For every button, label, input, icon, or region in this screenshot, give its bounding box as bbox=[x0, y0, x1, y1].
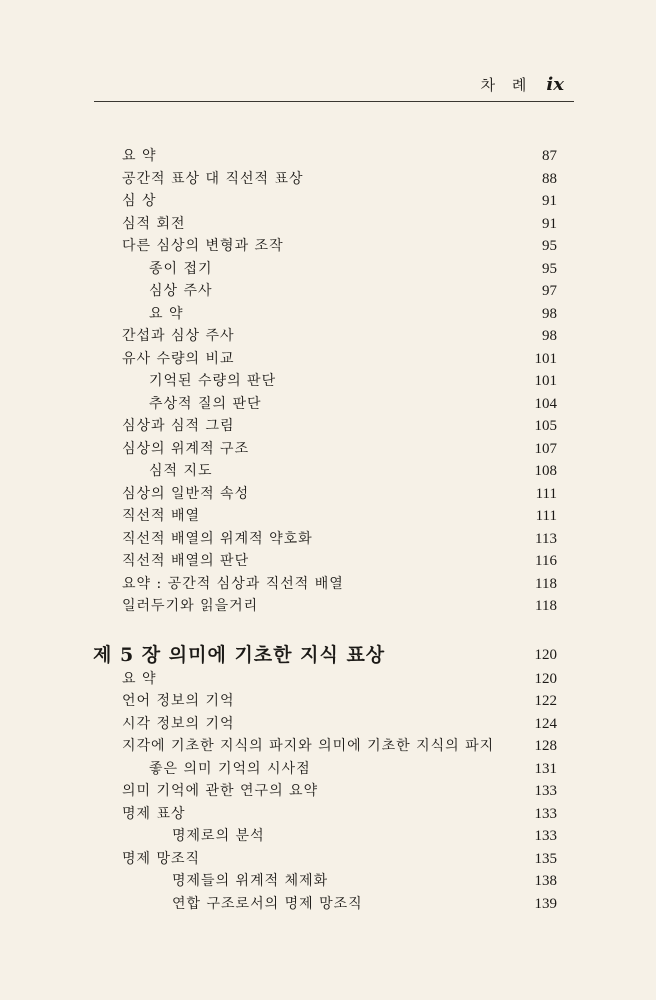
section-gap bbox=[0, 618, 656, 642]
toc-entry bbox=[0, 280, 656, 303]
toc-entry-page: 104 bbox=[534, 395, 557, 412]
toc-entry bbox=[0, 690, 656, 713]
toc-entry bbox=[0, 145, 656, 168]
toc-entry bbox=[0, 460, 656, 483]
toc-entry-label: 명제 망조직 bbox=[122, 850, 201, 867]
chapter-page: 120 bbox=[534, 646, 557, 663]
toc-entry-label: 직선적 배열의 위계적 약호화 bbox=[122, 530, 313, 547]
toc-entry-page: 91 bbox=[542, 193, 557, 209]
toc-entry bbox=[0, 870, 656, 893]
toc-entry-label: 직선적 배열 bbox=[122, 508, 201, 524]
toc-entry bbox=[0, 393, 656, 416]
toc-entry-label: 유사 수량의 비교 bbox=[122, 350, 235, 367]
toc-entry-page: 124 bbox=[534, 715, 557, 732]
toc-entry-page: 139 bbox=[534, 895, 557, 912]
toc-entry bbox=[0, 348, 656, 371]
running-header bbox=[481, 74, 564, 95]
header-page-number: ix bbox=[546, 74, 564, 95]
toc-entry bbox=[0, 415, 656, 438]
header-title: 차 례 bbox=[480, 76, 533, 94]
toc-entry-page: 95 bbox=[542, 238, 557, 254]
toc-entry-label: 시각 정보의 기억 bbox=[122, 715, 235, 732]
toc-entry-label: 요 약 bbox=[122, 670, 157, 687]
toc-entry-page: 116 bbox=[535, 553, 557, 569]
toc-entry-page: 101 bbox=[534, 373, 557, 389]
toc-entry-label: 심적 지도 bbox=[149, 463, 213, 479]
toc-entry-page: 118 bbox=[535, 575, 557, 592]
toc-entry bbox=[0, 758, 656, 781]
toc-entry bbox=[0, 190, 656, 213]
toc-entry-page: 101 bbox=[534, 350, 557, 367]
toc-entry-page: 118 bbox=[535, 598, 557, 614]
toc-entry-page: 88 bbox=[542, 170, 557, 187]
toc-entry bbox=[0, 780, 656, 803]
toc-entry bbox=[0, 325, 656, 348]
toc-entry bbox=[0, 803, 656, 826]
toc-entry bbox=[0, 893, 656, 916]
toc-entry-page: 111 bbox=[535, 508, 557, 524]
toc-entry bbox=[0, 573, 656, 596]
toc-entry bbox=[0, 668, 656, 691]
toc-entry-page: 128 bbox=[534, 738, 557, 754]
toc-entry-label: 간섭과 심상 주사 bbox=[122, 328, 235, 344]
toc-entry-label: 기억된 수량의 판단 bbox=[149, 373, 277, 389]
toc-entry-label: 명제로의 분석 bbox=[172, 828, 265, 844]
toc-entry-page: 131 bbox=[534, 760, 557, 777]
toc-entry-label: 명제 표상 bbox=[122, 805, 186, 822]
toc-entry-label: 직선적 배열의 판단 bbox=[122, 553, 250, 569]
toc-entry-page: 111 bbox=[535, 485, 557, 502]
toc-entry bbox=[0, 528, 656, 551]
toc-entry-label: 공간적 표상 대 직선적 표상 bbox=[122, 170, 304, 187]
toc-entry bbox=[0, 235, 656, 258]
toc-entry-label: 연합 구조로서의 명제 망조직 bbox=[172, 895, 363, 912]
toc-entry-page: 87 bbox=[542, 148, 557, 164]
toc-entry-page: 122 bbox=[534, 693, 557, 709]
toc-entry-page: 105 bbox=[534, 418, 557, 434]
toc-entry-page: 98 bbox=[542, 305, 557, 322]
toc-section-after bbox=[0, 668, 656, 916]
toc-entry-page: 107 bbox=[534, 440, 557, 457]
toc-entry bbox=[0, 595, 656, 618]
toc-entry-label: 지각에 기초한 지식의 파지와 의미에 기초한 지식의 파지 bbox=[122, 738, 495, 754]
chapter-title: 제 5 장 의미에 기초한 지식 표상 bbox=[93, 643, 386, 666]
toc-entry-label: 요 약 bbox=[122, 148, 157, 164]
toc-entry-label: 요약 : 공간적 심상과 직선적 배열 bbox=[122, 575, 344, 592]
toc-entry-page: 98 bbox=[542, 328, 557, 344]
toc-entry-label: 종이 접기 bbox=[149, 260, 213, 277]
toc-entry bbox=[0, 258, 656, 281]
toc-entry-label: 추상적 질의 판단 bbox=[149, 395, 262, 412]
header-rule bbox=[94, 101, 574, 102]
toc-entry bbox=[0, 483, 656, 506]
toc-entry bbox=[0, 370, 656, 393]
toc-entry-label: 심상의 위계적 구조 bbox=[122, 440, 250, 457]
toc-entry bbox=[0, 713, 656, 736]
toc-entry bbox=[0, 168, 656, 191]
toc-entry-label: 의미 기억에 관한 연구의 요약 bbox=[122, 783, 319, 799]
toc-entry-page: 113 bbox=[535, 530, 557, 547]
toc-entry-page: 135 bbox=[534, 850, 557, 867]
toc-entry-label: 언어 정보의 기억 bbox=[122, 693, 235, 709]
toc-entry-page: 95 bbox=[542, 260, 557, 277]
toc-entry bbox=[0, 825, 656, 848]
toc-entry-page: 97 bbox=[542, 283, 557, 299]
toc-entry bbox=[0, 848, 656, 871]
toc-entry-page: 120 bbox=[534, 670, 557, 687]
toc-entry bbox=[0, 213, 656, 236]
toc-section-before bbox=[0, 145, 656, 618]
chapter-heading bbox=[0, 642, 656, 668]
toc-entry-page: 138 bbox=[534, 873, 557, 889]
toc-entry-label: 심상 주사 bbox=[149, 283, 213, 299]
toc-entry-label: 심상과 심적 그림 bbox=[122, 418, 235, 434]
toc-entry-page: 133 bbox=[534, 783, 557, 799]
toc-entry-label: 좋은 의미 기억의 시사점 bbox=[149, 760, 311, 777]
toc-entry-label: 심 상 bbox=[122, 193, 157, 209]
toc-entry-label: 요 약 bbox=[149, 305, 184, 322]
toc-entry-page: 133 bbox=[534, 828, 557, 844]
toc-entry-label: 일러두기와 읽을거리 bbox=[122, 598, 259, 614]
toc-entry bbox=[0, 303, 656, 326]
toc-entry-page: 133 bbox=[534, 805, 557, 822]
toc-entry-label: 심적 회전 bbox=[122, 215, 186, 232]
toc-entry bbox=[0, 550, 656, 573]
toc-entry-label: 다른 심상의 변형과 조작 bbox=[122, 238, 284, 254]
toc-entry bbox=[0, 438, 656, 461]
toc-entry-page: 91 bbox=[542, 215, 557, 232]
toc-entry-label: 명제들의 위계적 체제화 bbox=[172, 873, 329, 889]
table-of-contents bbox=[0, 145, 656, 915]
toc-entry-label: 심상의 일반적 속성 bbox=[122, 485, 250, 502]
toc-entry-page: 108 bbox=[534, 463, 557, 479]
toc-entry bbox=[0, 735, 656, 758]
toc-entry bbox=[0, 505, 656, 528]
